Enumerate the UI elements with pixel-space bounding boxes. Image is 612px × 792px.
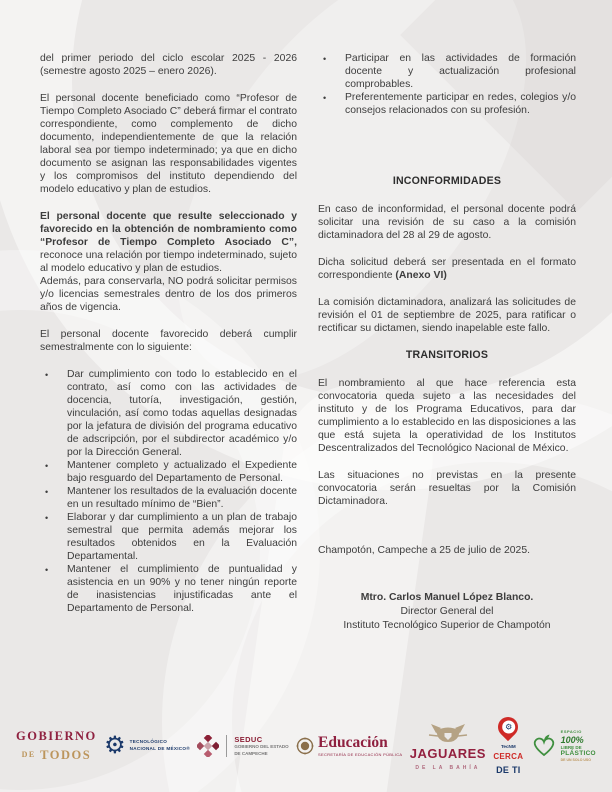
- paragraph-ademas: Además, para conservarla, NO podrá solicitar permisos y/o licencias semestrales dentro de los dos primeros años de vigencia.: [40, 276, 297, 313]
- tecnm-wordmark: [130, 739, 190, 753]
- educacion-wordmark: [318, 735, 402, 758]
- paragraph-seleccionado-bold: El personal docente que resulte seleccionado y favorecido en la obtención de nombramiento como “Profesor de Tiempo Completo Asociado C”,: [40, 211, 297, 248]
- plastico-plastico: PLÁSTICO: [560, 750, 596, 758]
- list-item: [40, 563, 297, 615]
- bullet-icon: [40, 459, 67, 485]
- list-item: [40, 485, 297, 511]
- list-item: [40, 368, 297, 459]
- jaguares-sub: DE LA BAHÍA: [415, 765, 481, 772]
- left-column: [40, 52, 297, 629]
- paragraph-intro: del primer periodo del ciclo escolar 2025 - 2026 (semestre agosto 2025 – enero 2026).: [40, 53, 297, 77]
- plastico-solo-uso: DE UN SOLO USO: [560, 757, 591, 762]
- paragraph-comision: La comisión dictaminadora, analizará las solicitudes de revisión el 01 de septiembre de 2025, para ratificar o rectificar su dictamen, siendo inapelable este fallo.: [318, 297, 576, 335]
- participation-list: [318, 52, 576, 117]
- cerca-brand: TecNM: [500, 743, 516, 749]
- list-item: [40, 459, 297, 485]
- signature-name: Mtro. Carlos Manuel López Blanco.: [360, 592, 534, 604]
- educacion-name: Educación: [318, 733, 388, 751]
- gobierno-de: DE: [21, 750, 36, 759]
- list-item: [318, 91, 576, 117]
- paragraph-solicitud-anexo: (Anexo VI): [395, 270, 447, 282]
- paragraph-solicitud-pre: Dicha solicitud deberá ser presentada en el formato correspondiente: [318, 257, 576, 282]
- seduc-sub-line2: DE CAMPECHE: [234, 750, 268, 756]
- right-column: [318, 52, 576, 632]
- jaguar-head-icon: [428, 721, 468, 743]
- plastico-wordmark: [561, 730, 596, 762]
- tecnm-line1: TECNOLÓGICO: [129, 739, 168, 745]
- logo-educacion: [296, 735, 402, 758]
- seduc-pinwheel-icon: [197, 735, 219, 757]
- footer-logos: [16, 706, 596, 786]
- jaguares-name: JAGUARES: [409, 745, 486, 761]
- list-item-text: Participar en las actividades de formación docente y actualización profesional comprobables.: [345, 53, 576, 90]
- seduc-name: SEDUC: [234, 735, 263, 745]
- gobierno-wordmark-line2: [22, 748, 92, 763]
- logo-espacio-libre-plastico: [531, 730, 596, 762]
- paragraph-cumplir: El personal docente favorecido deberá cumplir semestralmente con lo siguiente:: [40, 329, 297, 353]
- list-item-text: Mantener el cumplimiento de puntualidad y asistencia en un 90% y no tener ningún reporte de inasistencias injustificadas ante el Departamento de Personal.: [67, 564, 297, 614]
- educacion-seal-icon: [296, 737, 314, 755]
- logo-seduc: [197, 735, 288, 757]
- paragraph-seleccionado-rest: reconoce una relación por tiempo indeterminado, sujeto al modelo educativo y plan de estudios.: [40, 250, 297, 274]
- tecnm-gear-icon: ⚙: [104, 732, 126, 759]
- seduc-sub-line1: GOBIERNO DEL ESTADO: [234, 744, 289, 750]
- educacion-sub: SECRETARÍA DE EDUCACIÓN PÚBLICA: [318, 752, 403, 758]
- list-item-text: Dar cumplimiento con todo lo establecido en el contrato, así como con las actividades de docencia, tutoría, investigación, gestión, vinculación, así como todas aquellas designadas por la jefatura de división del programa educativo de adscripción, por el subdirector académico y/o por la Dirección General.: [67, 369, 297, 458]
- heading-transitorios: TRANSITORIOS: [405, 349, 489, 362]
- cerca-line2: DE TI: [496, 764, 521, 775]
- logo-tecnm: [104, 734, 190, 758]
- logo-gobierno-de-todos: [16, 729, 97, 763]
- signature-block: [318, 591, 576, 632]
- list-item-text: Mantener completo y actualizado el Expediente bajo resguardo del Departamento de Personal.: [67, 460, 297, 484]
- bullet-icon: [40, 485, 67, 511]
- paragraph-beneficiado: El personal docente beneficiado como “Profesor de Tiempo Completo Asociado C” deberá firmar el contrato correspondiente, como complemento de dicho documento, independientemente de que la relación laboral sea por tiempo indeterminado; ya que en dicho documento se asignan las responsabilidades vigentes y los compromisos del instituto dependiendo del modelo educativo y plan de estudios.: [40, 93, 297, 195]
- bullet-icon: [318, 91, 345, 117]
- map-pin-icon: [494, 713, 522, 741]
- paragraph-nombramiento: El nombramiento al que hace referencia esta convocatoria queda sujeto a las necesidades del instituto y de los Programa Educativos, para dar cumplimiento a lo establecido en las disposiciones a las que está sujeta la operatividad de los Institutos Descentralizados del Tecnológico Nacional de México.: [318, 378, 576, 455]
- logo-jaguares: [410, 721, 486, 771]
- bullet-icon: [40, 511, 67, 563]
- list-item: [40, 511, 297, 563]
- gobierno-wordmark-line1: GOBIERNO: [16, 729, 97, 743]
- logo-tecnm-cerca-de-ti: [493, 717, 523, 775]
- requirements-list: [40, 368, 297, 615]
- plastico-100: 100%: [560, 734, 584, 745]
- heading-inconformidades: INCONFORMIDADES: [392, 175, 502, 187]
- list-item-text: Elaborar y dar cumplimiento a un plan de trabajo semestral que permita además mejorar los resultados obtenidos en la Evaluación Departamental.: [67, 512, 297, 562]
- seduc-wordmark: [234, 735, 288, 757]
- tecnm-line2: NACIONAL DE MÉXICO®: [129, 746, 190, 751]
- bullet-icon: [40, 368, 67, 459]
- dateline: Champotón, Campeche a 25 de julio de 2025.: [318, 545, 530, 557]
- pin-gear-icon: ⚙: [502, 720, 515, 733]
- gobierno-todos: TODOS: [40, 748, 92, 762]
- bullet-icon: [40, 563, 67, 615]
- paragraph-solicitud: [318, 256, 576, 282]
- plastico-espacio: ESPACIO: [560, 729, 582, 735]
- list-item-text: Mantener los resultados de la evaluación docente en un resultado mínimo de “Bien”.: [67, 486, 297, 510]
- heart-leaf-icon: [531, 734, 557, 758]
- paragraph-inconformidad: En caso de inconformidad, el personal docente podrá solicitar una revisión de su caso a la comisión dictaminadora del 28 al 29 de agosto.: [318, 204, 576, 242]
- bullet-icon: [318, 52, 345, 91]
- plastico-libre: LIBRE DE: [560, 745, 582, 751]
- paragraph-seleccionado: [40, 210, 297, 275]
- paragraph-situaciones: Las situaciones no previstas en la presente convocatoria serán resueltas por la Comisión Dictaminadora.: [318, 470, 576, 508]
- signature-title-line2: Instituto Tecnológico Superior de Champotón: [343, 619, 551, 631]
- signature-title-line1: Director General del: [400, 605, 494, 617]
- divider: [226, 735, 227, 757]
- list-item-text: Preferentemente participar en redes, colegios y/o consejos relacionados con su profesión.: [345, 92, 576, 116]
- list-item: [318, 52, 576, 91]
- cerca-line1: CERCA: [493, 752, 524, 762]
